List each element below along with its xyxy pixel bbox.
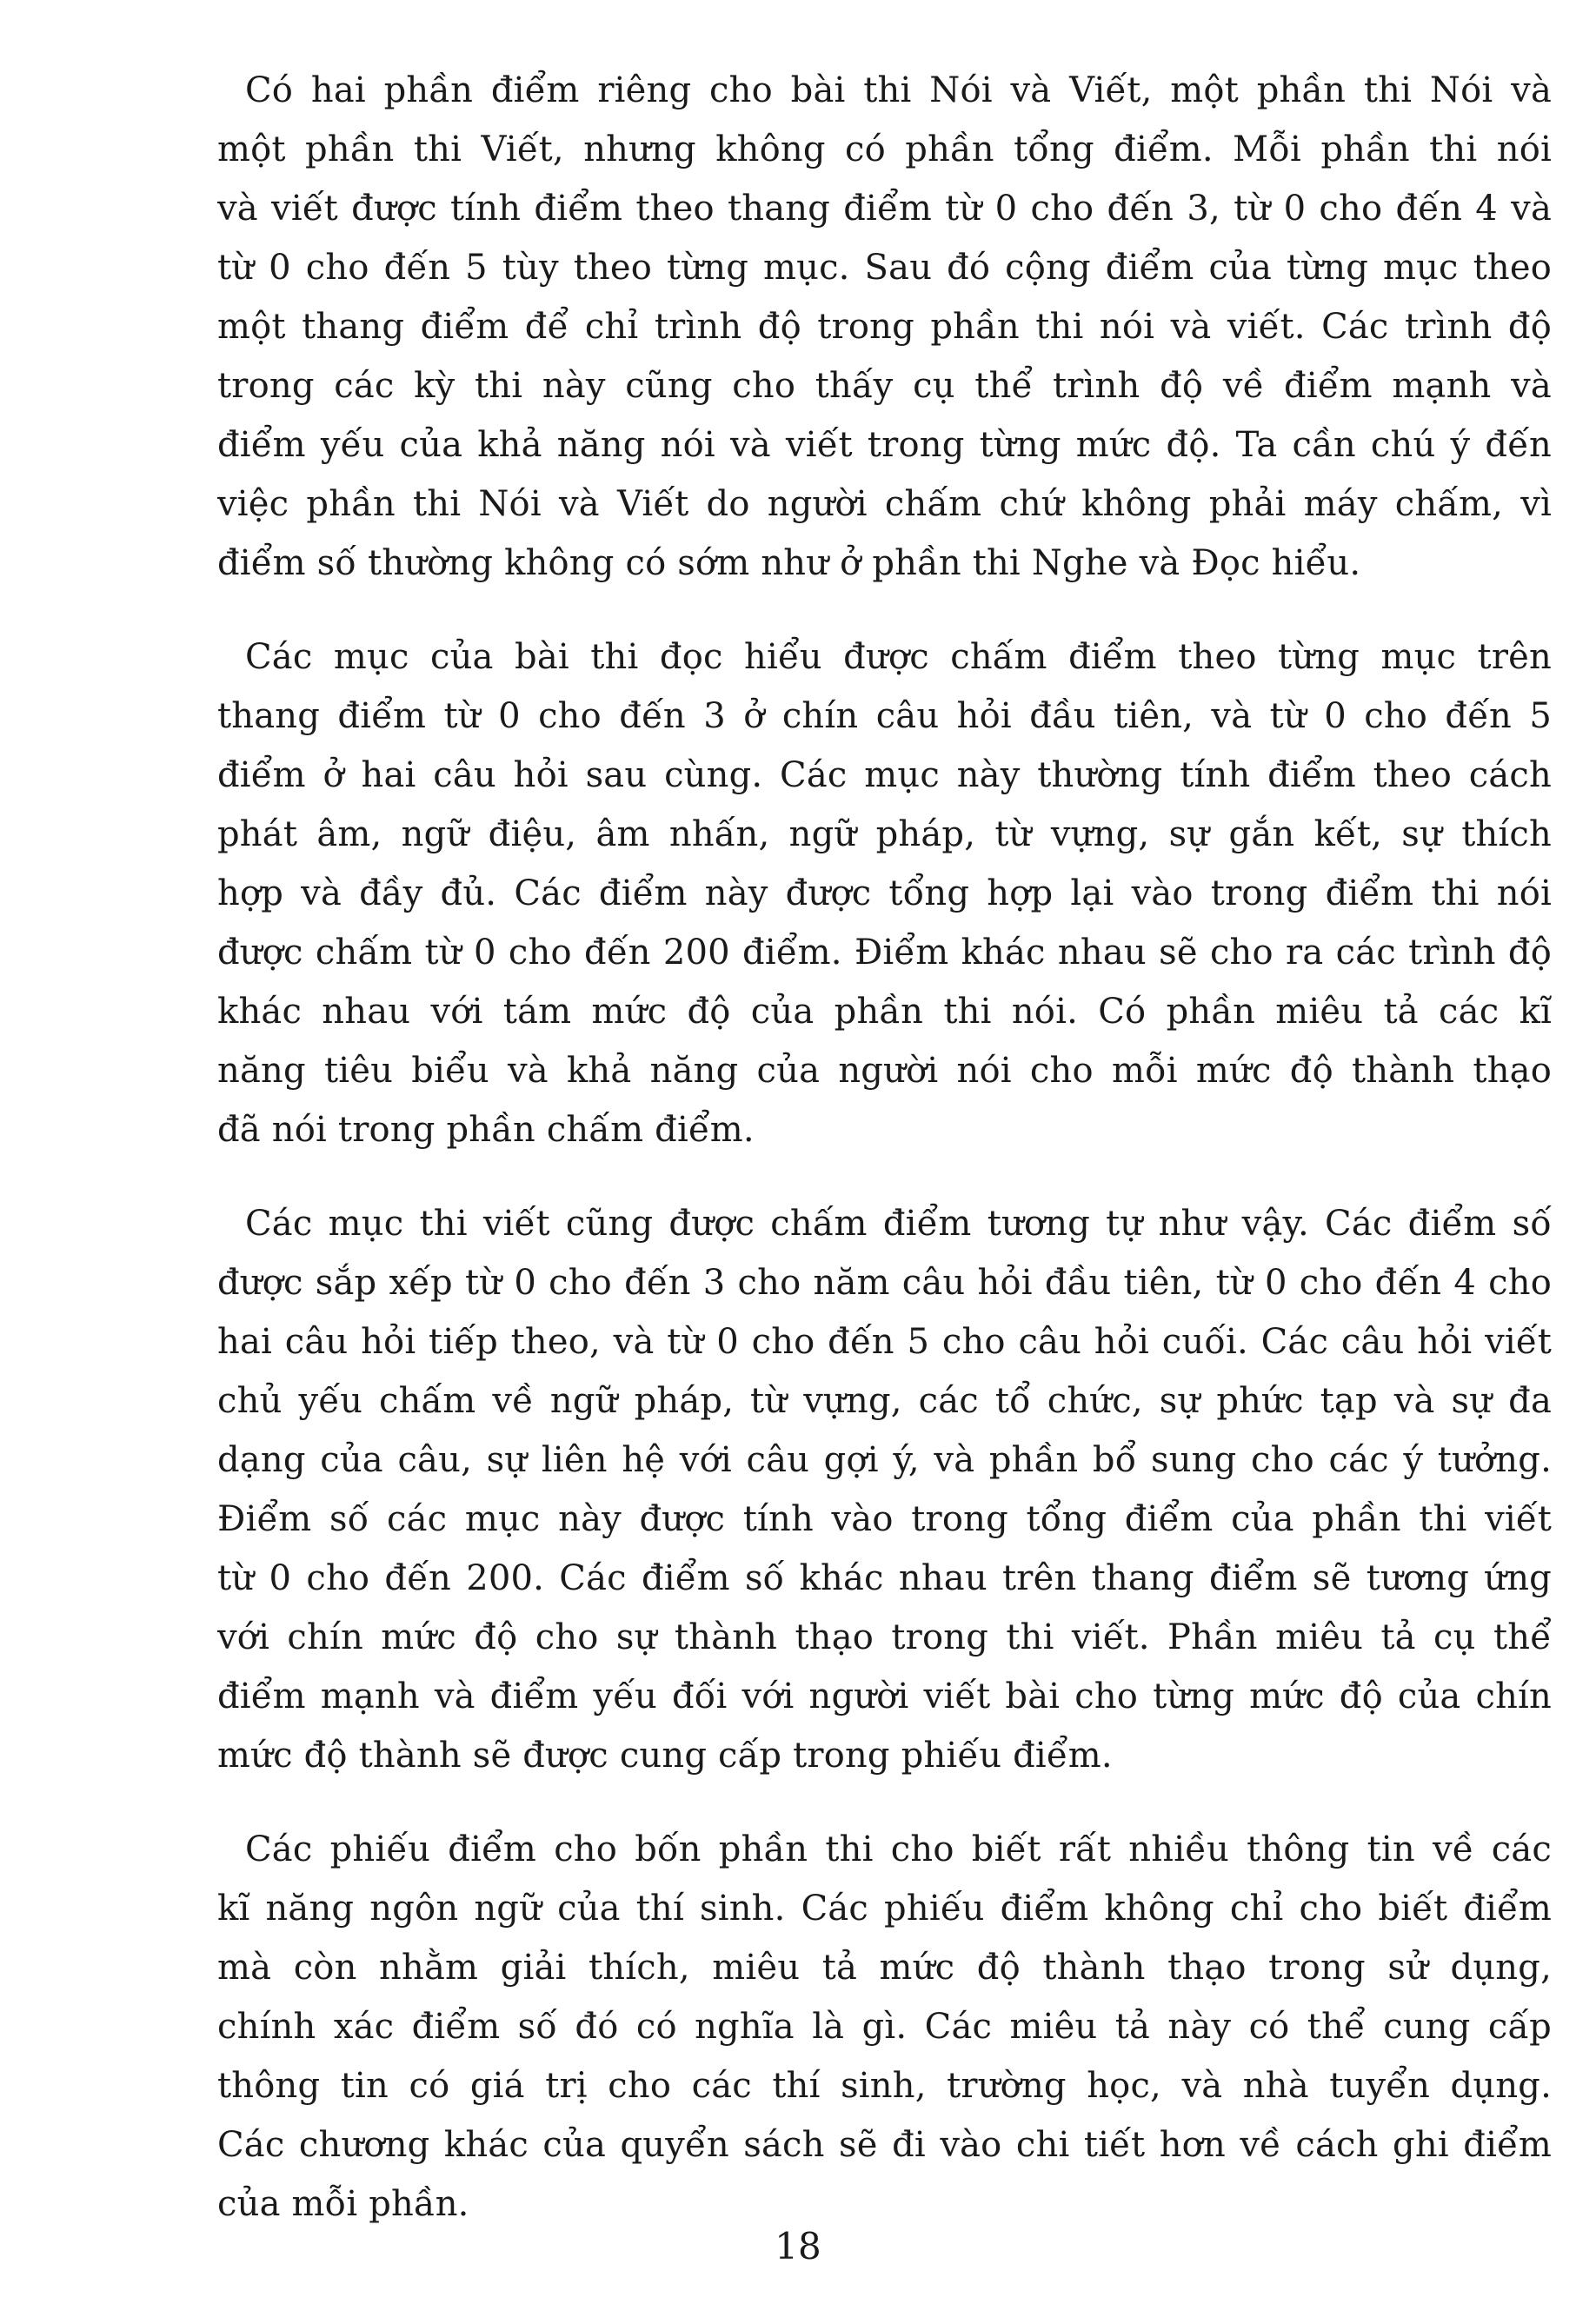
text-line: chủ yếu chấm về ngữ pháp, từ vựng, các tổ chức, sự phức tạp và sự đa bbox=[217, 1381, 1552, 1421]
text-line: thang điểm từ 0 cho đến 3 ở chín câu hỏi đầu tiên, và từ 0 cho đến 5 bbox=[217, 696, 1552, 736]
text-line: từ 0 cho đến 200. Các điểm số khác nhau trên thang điểm sẽ tương ứng bbox=[217, 1558, 1552, 1598]
text-line: đã nói trong phần chấm điểm. bbox=[217, 1110, 755, 1150]
text-line: thông tin có giá trị cho các thí sinh, trường học, và nhà tuyển dụng. bbox=[217, 2066, 1552, 2106]
text-line: mức độ thành sẽ được cung cấp trong phiếu điểm. bbox=[217, 1736, 1113, 1776]
text-line: điểm ở hai câu hỏi sau cùng. Các mục này thường tính điểm theo cách bbox=[217, 755, 1552, 795]
text-line: trong các kỳ thi này cũng cho thấy cụ thể trình độ về điểm mạnh và bbox=[217, 366, 1552, 406]
text-line: mà còn nhằm giải thích, miêu tả mức độ thành thạo trong sử dụng, bbox=[217, 1948, 1552, 1988]
text-line: hợp và đầy đủ. Các điểm này được tổng hợp lại vào trong điểm thi nói bbox=[217, 873, 1552, 913]
text-line: dạng của câu, sự liên hệ với câu gợi ý, và phần bổ sung cho các ý tưởng. bbox=[217, 1440, 1552, 1480]
text-line: điểm mạnh và điểm yếu đối với người viết bài cho từng mức độ của chín bbox=[217, 1677, 1552, 1716]
text-line: Có hai phần điểm riêng cho bài thi Nói và Viết, một phần thi Nói và bbox=[245, 70, 1552, 110]
body-text bbox=[217, 61, 1552, 2268]
text-line: năng tiêu biểu và khả năng của người nói cho mỗi mức độ thành thạo bbox=[217, 1051, 1552, 1091]
text-line: việc phần thi Nói và Viết do người chấm chứ không phải máy chấm, vì bbox=[217, 484, 1552, 524]
paragraph-1 bbox=[217, 61, 1552, 593]
text-line: của mỗi phần. bbox=[217, 2184, 469, 2224]
text-line: được sắp xếp từ 0 cho đến 3 cho năm câu hỏi đầu tiên, từ 0 cho đến 4 cho bbox=[217, 1263, 1552, 1303]
text-line: từ 0 cho đến 5 tùy theo từng mục. Sau đó cộng điểm của từng mục theo bbox=[217, 248, 1552, 288]
text-line: hai câu hỏi tiếp theo, và từ 0 cho đến 5 cho câu hỏi cuối. Các câu hỏi viết bbox=[217, 1322, 1552, 1362]
paragraph-3 bbox=[217, 1194, 1552, 1785]
text-line: điểm số thường không có sớm như ở phần thi Nghe và Đọc hiểu. bbox=[217, 543, 1361, 583]
text-line: và viết được tính điểm theo thang điểm từ 0 cho đến 3, từ 0 cho đến 4 và bbox=[217, 189, 1552, 229]
text-line: một thang điểm để chỉ trình độ trong phần thi nói và viết. Các trình độ bbox=[217, 307, 1552, 347]
text-line: được chấm từ 0 cho đến 200 điểm. Điểm khác nhau sẽ cho ra các trình độ bbox=[217, 933, 1552, 973]
text-line: với chín mức độ cho sự thành thạo trong thi viết. Phần miêu tả cụ thể bbox=[217, 1617, 1552, 1657]
text-line: Các mục của bài thi đọc hiểu được chấm điểm theo từng mục trên bbox=[245, 637, 1552, 677]
paragraph-4 bbox=[217, 1820, 1552, 2234]
text-line: Các chương khác của quyển sách sẽ đi vào chi tiết hơn về cách ghi điểm bbox=[217, 2125, 1552, 2165]
text-line: Các phiếu điểm cho bốn phần thi cho biết rất nhiều thông tin về các bbox=[245, 1829, 1552, 1869]
text-line: khác nhau với tám mức độ của phần thi nói. Có phần miêu tả các kĩ bbox=[217, 992, 1552, 1032]
text-line: Điểm số các mục này được tính vào trong tổng điểm của phần thi viết bbox=[217, 1499, 1552, 1539]
text-line: Các mục thi viết cũng được chấm điểm tương tự như vậy. Các điểm số bbox=[245, 1204, 1552, 1244]
text-line: chính xác điểm số đó có nghĩa là gì. Các miêu tả này có thể cung cấp bbox=[217, 2007, 1552, 2047]
text-line: điểm yếu của khả năng nói và viết trong từng mức độ. Ta cần chú ý đến bbox=[217, 425, 1552, 465]
page-number: 18 bbox=[775, 2225, 821, 2268]
text-line: một phần thi Viết, nhưng không có phần tổng điểm. Mỗi phần thi nói bbox=[217, 129, 1552, 169]
text-line: phát âm, ngữ điệu, âm nhấn, ngữ pháp, từ vựng, sự gắn kết, sự thích bbox=[217, 814, 1552, 854]
paragraph-2 bbox=[217, 627, 1552, 1159]
text-line: kĩ năng ngôn ngữ của thí sinh. Các phiếu điểm không chỉ cho biết điểm bbox=[217, 1889, 1552, 1929]
